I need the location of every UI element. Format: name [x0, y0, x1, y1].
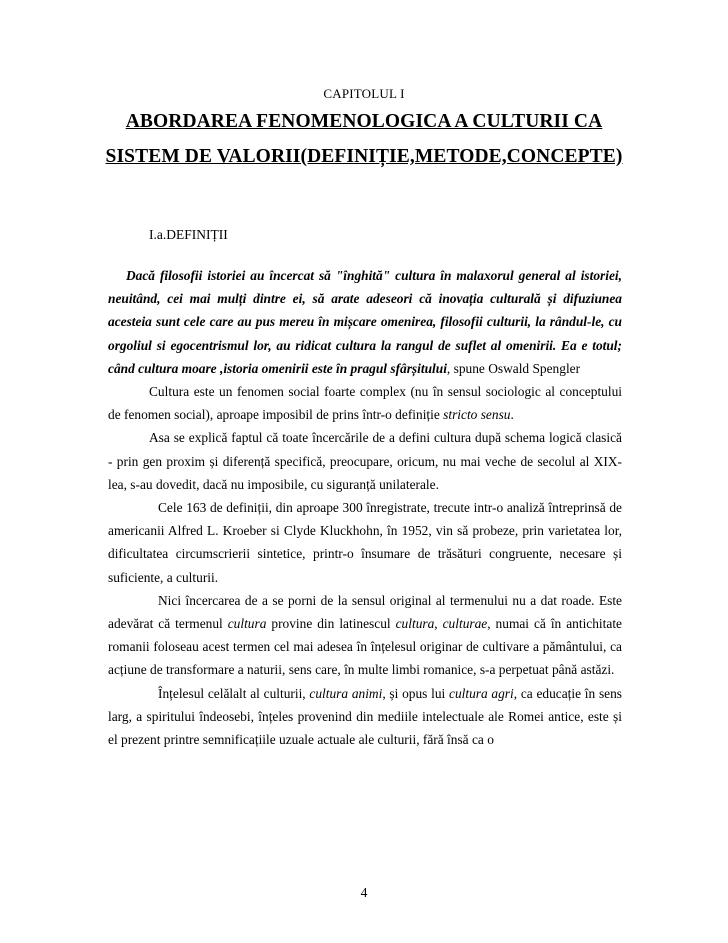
paragraph-6-emphasis-1: cultura animi: [309, 685, 383, 701]
paragraph-5-text-b: provine din latinescul: [266, 616, 396, 632]
page-number: 4: [360, 885, 368, 900]
paragraph-2: [108, 380, 622, 426]
body-text: [108, 264, 622, 751]
paragraph-2-end: .: [510, 407, 514, 423]
paragraph-2-text: Cultura este un fenomen social foarte complex (nu în sensul sociologic al conceptului de fenomen social), aproape imposibil de prins într-o definiție: [108, 384, 622, 423]
paragraph-1: [108, 264, 622, 380]
paragraph-2-emphasis: stricto sensu: [443, 407, 511, 423]
chapter-title-line-1: ABORDAREA FENOMENOLOGICA A CULTURII CA: [125, 111, 603, 132]
paragraph-5-emphasis-3: culturae: [442, 616, 488, 632]
paragraph-6-text-a: Înțelesul celălalt al culturii,: [158, 685, 310, 701]
paragraph-6-emphasis-2: cultura agri: [449, 685, 514, 701]
paragraph-1-text: Dacă filosofii istoriei au încercat să "înghită" cultura în malaxorul general al istoriei, neuitând, cei mai mulți dintre ei, să arate adeseori că inovația culturală și difuziunea acesteia sunt cele care au pus mereu în mișcare omenirea, filosofii culturii, la rândul-le, cu orgoliul si egocentrismul lor, au ridicat cultura la rangul de suflet al omenirii. Ea e totul; când cultura moare ,istoria omenirii este în pragul sfârșitului: [108, 268, 622, 376]
chapter-title-line-2: SISTEM DE VALORII(DEFINIȚIE,METODE,CONCEPTE): [105, 146, 623, 167]
paragraph-4: Cele 163 de definiții, din aproape 300 înregistrate, trecute intr-o analiză întreprinsă de americanii Alfred L. Kroeber si Clyde Kluckhohn, în 1952, vin să probeze, prin varietatea lor, dificultatea circumscrierii sintetice, printr-o însumare de trăsături congruente, necesare și suficiente, a culturii.: [108, 500, 622, 585]
paragraph-5-text-d: , numai că în antichitate romanii foloseau acest termen cel mai adesea în înțelesul originar de cultivare a pământului, ca acțiune de transformare a naturii, sens care, în multe limbi romanice, s-a perpetuat până astăzi.: [108, 616, 622, 678]
section-heading: I.a.DEFINIȚII: [149, 227, 228, 242]
paragraph-1-tail: , spune Oswald Spengler: [446, 360, 581, 376]
paragraph-5-text-c: ,: [434, 616, 443, 632]
paragraph-3: Asa se explică faptul că toate încercările de a defini cultura după schema logică clasică - prin gen proxim și diferență specifică, preocupare, oricum, nu mai veche de secolul al XIX-lea, s-au dovedit, dacă nu imposibile, cu siguranță unilaterale.: [108, 430, 622, 492]
paragraph-6-text-c: , ca educație în sens larg, a spiritului îndeosebi, înțeles provenind din mediile intelectuale ale Romei antice, este și el prezent printre semnificațiile uzuale actuale ale culturii, fără însă ca o: [108, 685, 623, 748]
chapter-label: CAPITOLUL I: [323, 86, 405, 101]
paragraph-5-emphasis-2: cultura: [395, 616, 435, 632]
paragraph-6: [108, 682, 622, 752]
paragraph-6-text-b: , și opus lui: [382, 685, 449, 701]
paragraph-5-emphasis-1: cultura: [227, 616, 267, 632]
paragraph-5-text-a: Nici încercarea de a se porni de la sensul original al termenului nu a dat roade. Este adevărat că termenul: [108, 592, 622, 632]
paragraph-5: [108, 589, 622, 682]
